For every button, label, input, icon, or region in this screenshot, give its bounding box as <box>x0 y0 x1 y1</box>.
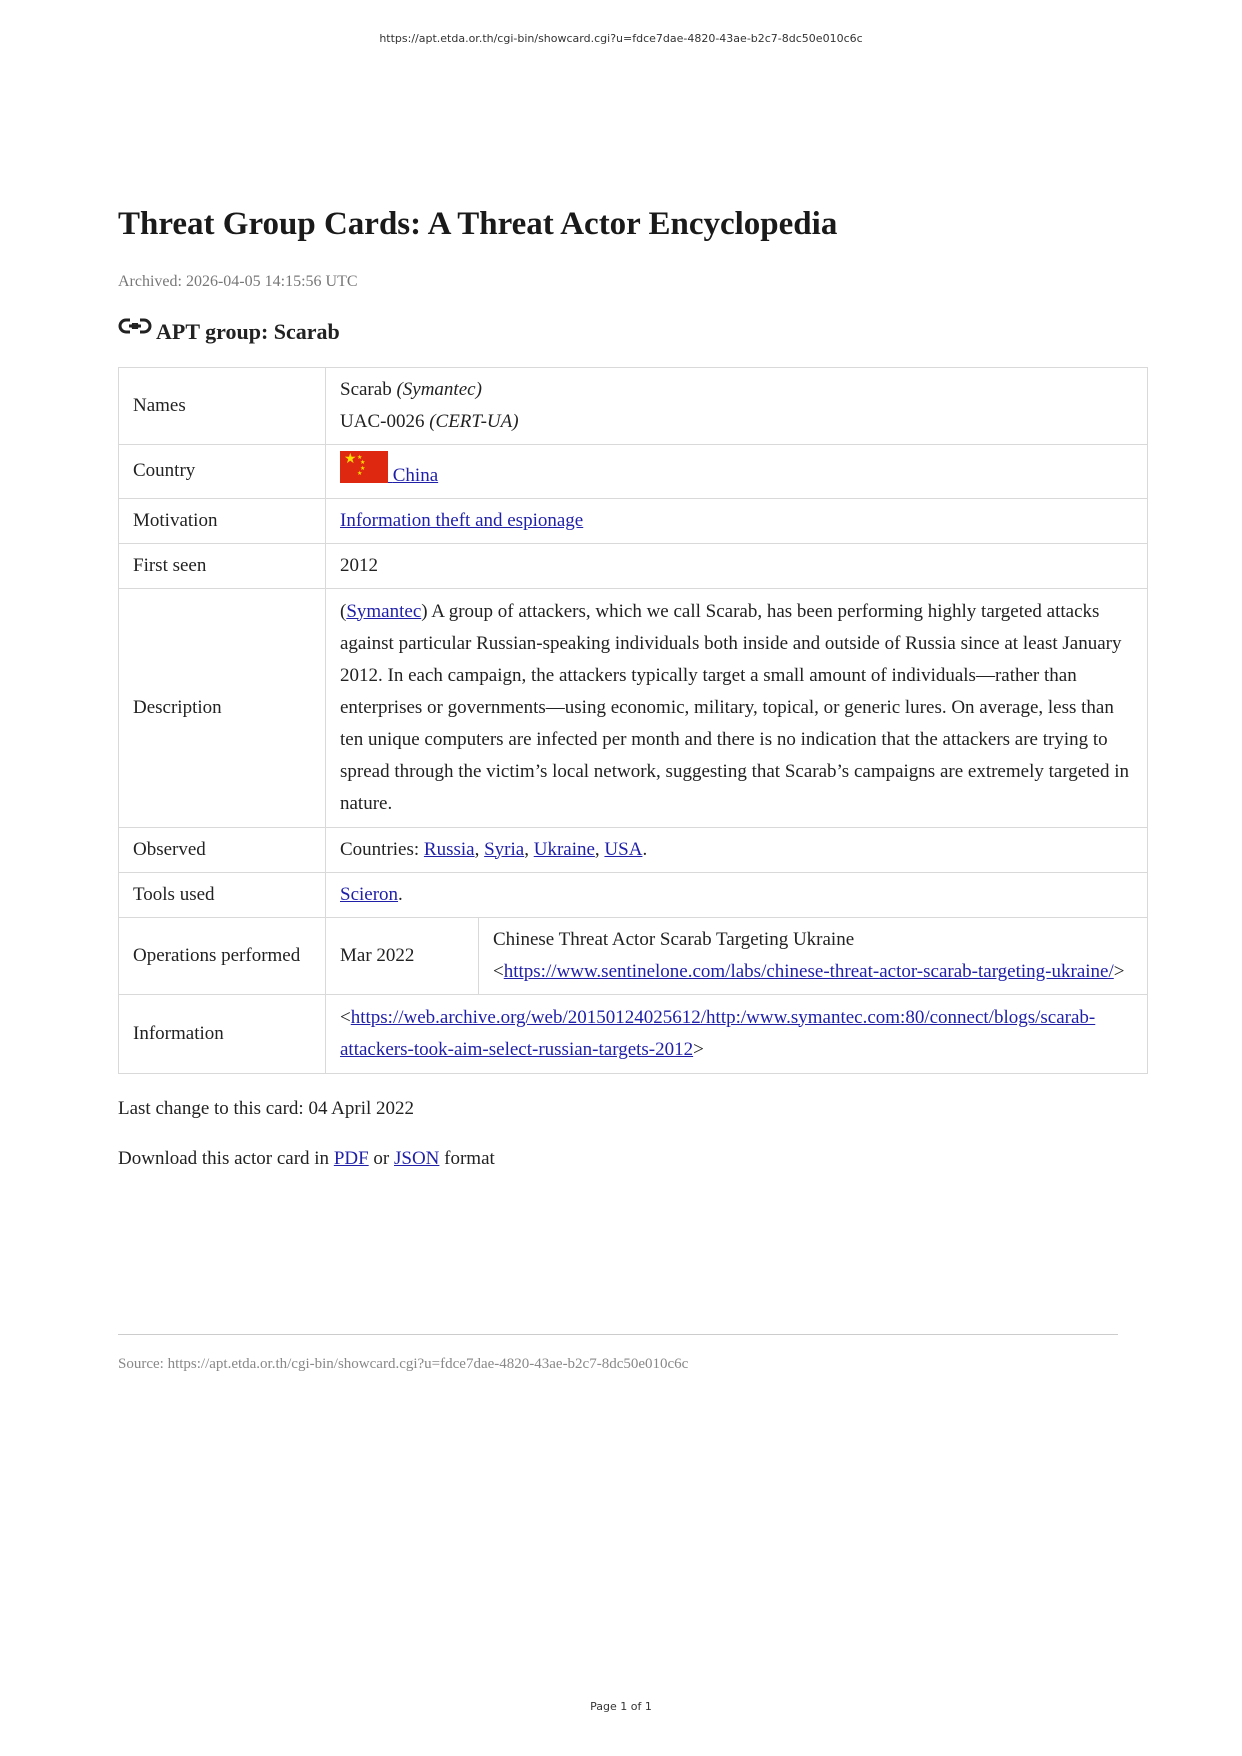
observed-country-link[interactable]: Syria <box>484 838 525 860</box>
country-value <box>326 444 1148 498</box>
name-uac: UAC-0026 <box>340 410 425 432</box>
separator: , <box>524 838 534 860</box>
link-icon[interactable] <box>118 315 152 337</box>
observed-country-link[interactable]: USA <box>604 838 643 860</box>
tool-link[interactable]: Scieron <box>340 883 399 905</box>
description-label: Description <box>119 588 326 827</box>
download-pdf-link[interactable]: PDF <box>333 1147 369 1169</box>
table-row <box>119 827 1148 872</box>
table-row <box>119 444 1148 498</box>
table-row <box>119 872 1148 917</box>
page-title: Threat Group Cards: A Threat Actor Encyclopedia <box>118 206 838 242</box>
observed-label: Observed <box>119 827 326 872</box>
page-number: Page 1 of 1 <box>590 1700 652 1713</box>
name-source-symantec: (Symantec) <box>396 378 482 400</box>
operation-details <box>479 917 1148 994</box>
table-row <box>119 367 1148 444</box>
table-row <box>119 917 1148 994</box>
description-source-link[interactable]: Symantec <box>346 600 422 622</box>
observed-country-link[interactable]: Ukraine <box>533 838 595 860</box>
names-value <box>326 367 1148 444</box>
download-prefix: Download this actor card in <box>118 1147 334 1169</box>
country-link[interactable] <box>340 451 439 486</box>
source-line: Source: https://apt.etda.or.th/cgi-bin/showcard.cgi?u=fdce7dae-4820-43ae-b2c7-8dc50e010c6c <box>118 1356 689 1372</box>
period: . <box>642 838 648 860</box>
observed-country-link[interactable]: Russia <box>423 838 475 860</box>
country-label: Country <box>119 444 326 498</box>
angle-open: < <box>493 960 504 982</box>
country-name: China <box>392 464 439 486</box>
divider <box>118 1334 1118 1335</box>
group-heading-text: APT group: Scarab <box>156 318 340 344</box>
tools-label: Tools used <box>119 872 326 917</box>
name-scarab: Scarab <box>340 378 392 400</box>
operations-label: Operations performed <box>119 917 326 994</box>
tools-value <box>326 872 1148 917</box>
observed-value <box>326 827 1148 872</box>
information-url-link[interactable]: https://web.archive.org/web/20150124025612/http:/www.symantec.com:80/connect/blogs/scarab-attackers-took-aim-select-russian-targets-2012 <box>340 1006 1096 1060</box>
archived-timestamp: Archived: 2026-04-05 14:15:56 UTC <box>118 272 358 290</box>
angle-close: > <box>1113 960 1125 982</box>
table-row <box>119 994 1148 1073</box>
first-seen-label: First seen <box>119 543 326 588</box>
download-suffix: format <box>439 1147 495 1169</box>
period: . <box>398 883 403 905</box>
actor-card-table <box>118 367 1148 1074</box>
names-label: Names <box>119 367 326 444</box>
information-value <box>326 994 1148 1073</box>
download-json-link[interactable]: JSON <box>394 1147 440 1169</box>
angle-close: > <box>693 1038 704 1060</box>
download-line <box>118 1148 1148 1170</box>
motivation-value <box>326 498 1148 543</box>
last-change: Last change to this card: 04 April 2022 <box>118 1097 415 1119</box>
description-value <box>326 588 1148 827</box>
download-or: or <box>368 1147 394 1169</box>
table-row <box>119 588 1148 827</box>
separator: , <box>594 838 605 860</box>
operation-date: Mar 2022 <box>326 917 479 994</box>
group-heading <box>118 319 1148 345</box>
main-content <box>118 205 1148 1170</box>
observed-prefix: Countries: <box>340 838 424 860</box>
first-seen-value: 2012 <box>326 543 1148 588</box>
table-row <box>119 498 1148 543</box>
motivation-label: Motivation <box>119 498 326 543</box>
description-open-paren: ( <box>340 600 347 622</box>
operation-title: Chinese Threat Actor Scarab Targeting Ukraine <box>493 928 855 950</box>
separator: , <box>474 838 485 860</box>
china-flag-icon: ★ ★ ★ ★ ★ <box>340 451 388 483</box>
angle-open: < <box>340 1006 351 1028</box>
page-url-header: https://apt.etda.or.th/cgi-bin/showcard.cgi?u=fdce7dae-4820-43ae-b2c7-8dc50e010c6c <box>379 32 863 45</box>
information-label: Information <box>119 994 326 1073</box>
table-row <box>119 543 1148 588</box>
motivation-link[interactable]: Information theft and espionage <box>340 509 584 531</box>
name-source-certua: (CERT-UA) <box>429 410 519 432</box>
operation-url-link[interactable]: https://www.sentinelone.com/labs/chinese-threat-actor-scarab-targeting-ukraine/ <box>503 960 1114 982</box>
description-text: ) A group of attackers, which we call Scarab, has been performing highly targeted attacks against particular Russian-speaking individuals both inside and outside of Russia since at least January 2012. In each campaign, the attackers typically target a small amount of individuals—rather than enterprises or governments—using economic, military, topical, or generic lures. On average, less than ten unique computers are infected per month and there is no indication that the attackers are trying to spread through the victim’s local network, suggesting that Scarab’s campaigns are extremely targeted in nature. <box>340 600 1129 814</box>
